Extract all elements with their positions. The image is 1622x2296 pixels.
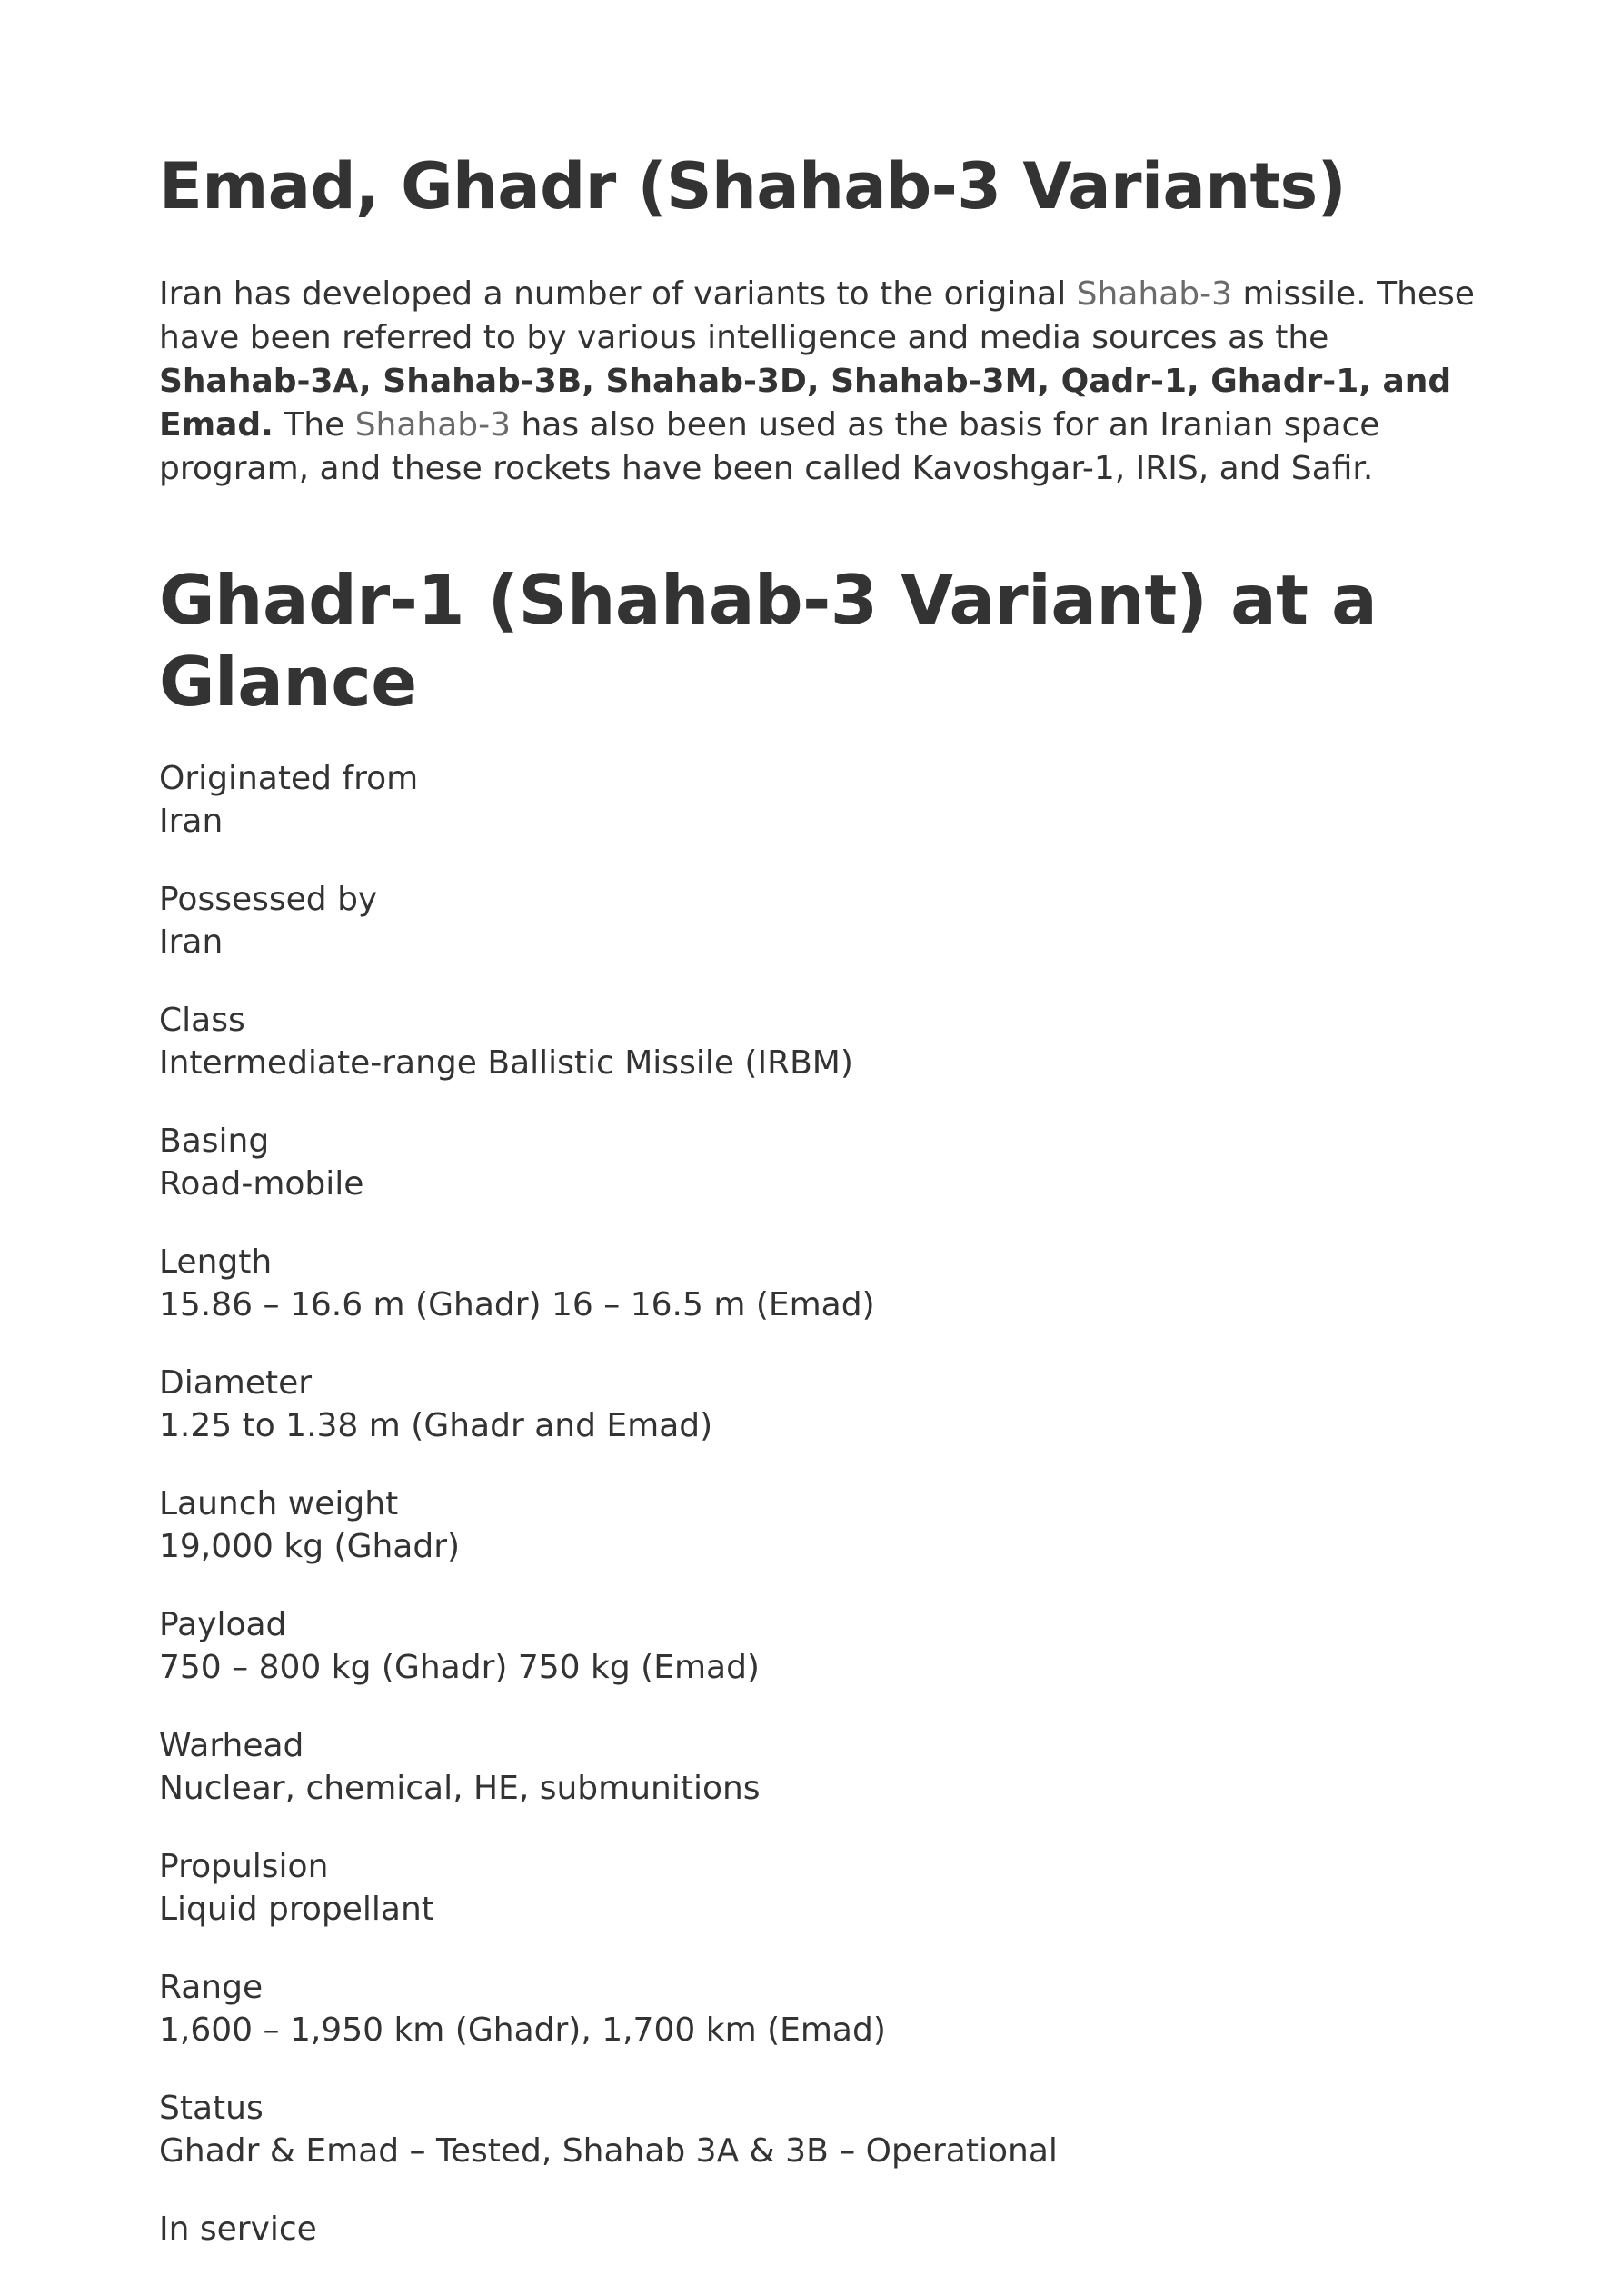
fact-label: Diameter [159,1364,313,1402]
fact-list [159,757,1486,2251]
fact-warhead [159,1724,1486,1810]
fact-value: Intermediate-range Ballistic Missile (IRBM) [159,1044,853,1082]
fact-length [159,1241,1486,1326]
fact-status [159,2087,1486,2172]
fact-value: Liquid propellant [159,1891,434,1928]
fact-class [159,999,1486,1084]
fact-value: 1,600 – 1,950 km (Ghadr), 1,700 km (Emad) [159,2011,886,2049]
fact-payload [159,1603,1486,1689]
fact-basing [159,1120,1486,1205]
fact-value: Iran [159,923,224,961]
page-title: Emad, Ghadr (Shahab-3 Variants) [159,149,1347,224]
fact-label: Range [159,1969,264,2006]
fact-possessed-by [159,878,1486,963]
fact-label: Status [159,2090,264,2127]
document-page [159,145,1486,2286]
fact-label: Originated from [159,760,419,797]
fact-value: 19,000 kg (Ghadr) [159,1528,461,1565]
fact-label: Payload [159,1606,287,1643]
intro-text-3: The [273,406,355,444]
intro-text-1: Iran has developed a number of variants to the original [159,275,1077,313]
fact-value: 15.86 – 16.6 m (Ghadr) 16 – 16.5 m (Emad) [159,1286,875,1323]
fact-label: Launch weight [159,1485,399,1522]
fact-propulsion [159,1845,1486,1931]
fact-value: Iran [159,803,224,840]
fact-value: Road-mobile [159,1165,364,1203]
fact-originated-from [159,757,1486,843]
fact-label: In service [159,2211,317,2248]
fact-label: Warhead [159,1727,304,1764]
glance-heading: Ghadr-1 (Shahab-3 Variant) at a Glance [159,560,1378,722]
intro-text-4: has also been used as the basis for an Iranian space program, and these rockets have been called Kavoshgar-1, IRIS, and Safir. [159,406,1380,487]
fact-launch-weight [159,1482,1486,1568]
fact-label: Length [159,1243,273,1281]
fact-range [159,1966,1486,2051]
fact-label: Possessed by [159,881,378,918]
intro-paragraph [159,273,1486,491]
intro-text-2: missile. These have been referred to by various intelligence and media sources as the [159,275,1475,356]
fact-value: Nuclear, chemical, HE, submunitions [159,1770,761,1807]
fact-label: Class [159,1002,245,1039]
fact-label: Basing [159,1123,270,1160]
variant-list-bold: Shahab-3A, Shahab-3B, Shahab-3D, Shahab-3M, Qadr-1, Ghadr-1, and Emad. [159,363,1452,444]
fact-value: 750 – 800 kg (Ghadr) 750 kg (Emad) [159,1649,760,1686]
fact-in-service [159,2208,1486,2251]
fact-value: 1.25 to 1.38 m (Ghadr and Emad) [159,1407,713,1444]
fact-label: Propulsion [159,1848,329,1885]
shahab-3-link-2[interactable]: Shahab-3 [354,406,512,444]
fact-diameter [159,1362,1486,1447]
fact-value: Ghadr & Emad – Tested, Shahab 3A & 3B – Operational [159,2132,1058,2170]
shahab-3-link[interactable]: Shahab-3 [1076,275,1233,313]
